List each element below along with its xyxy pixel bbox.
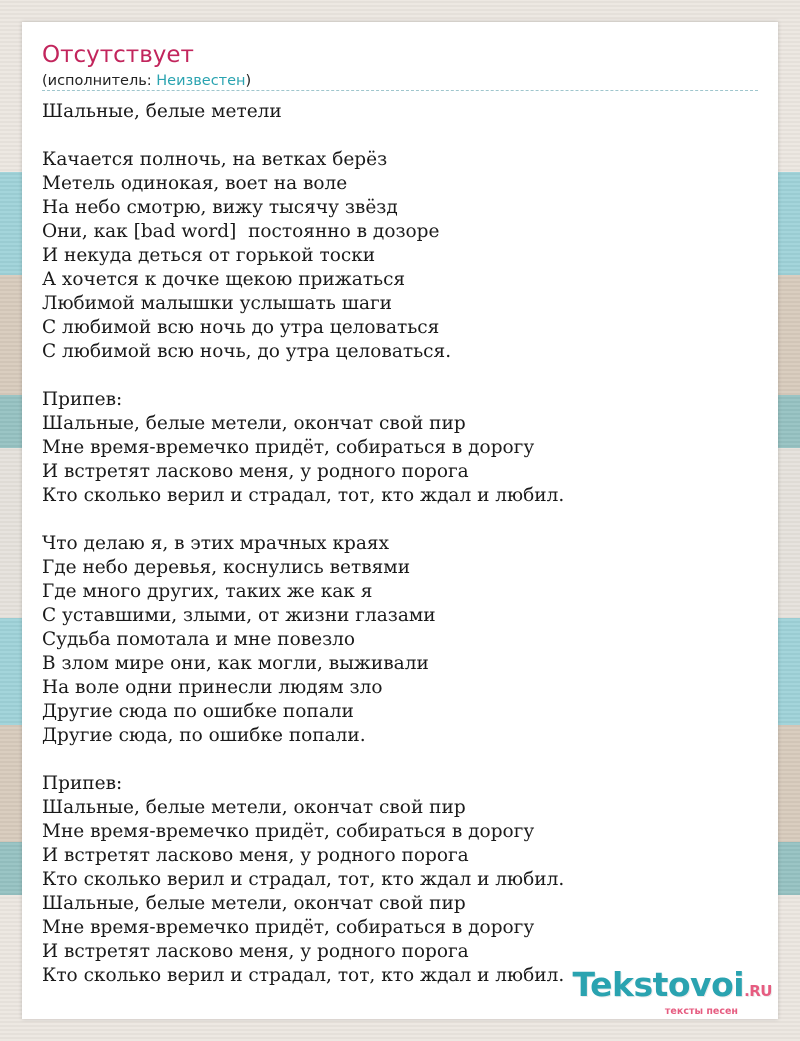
lyric-line: Любимой малышки услышать шаги xyxy=(42,293,393,314)
lyric-blank-line xyxy=(42,508,758,532)
lyric-line: Шальные, белые метели, окончат свой пир xyxy=(42,893,466,914)
logo-wordmark: Tekstovoi xyxy=(572,965,745,1004)
lyric-line: Мне время-времечко придёт, собираться в дорогу xyxy=(42,821,535,842)
lyric-line: Что делаю я, в этих мрачных краях xyxy=(42,533,390,554)
song-title: Отсутствует xyxy=(42,42,194,68)
header-divider xyxy=(42,90,758,91)
lyric-line: Где небо деревья, коснулись ветвями xyxy=(42,557,411,578)
artist-link[interactable]: Неизвестен xyxy=(156,73,246,89)
lyric-line: Шальные, белые метели xyxy=(42,101,282,122)
lyric-line: Припев: xyxy=(42,773,123,794)
lyric-line: Метель одинокая, воет на воле xyxy=(42,173,348,194)
lyric-line: Они, как [bad word] постоянно в дозоре xyxy=(42,221,440,242)
lyric-line: Другие сюда по ошибке попали xyxy=(42,701,354,722)
lyric-line: Кто сколько верил и страдал, тот, кто ждал и любил. xyxy=(42,965,565,986)
site-logo[interactable] xyxy=(572,965,772,1017)
lyric-blank-line xyxy=(42,748,758,772)
logo-subtitle: тексты песен xyxy=(664,1006,738,1017)
logo-domain: .RU xyxy=(744,982,772,1000)
lyric-line: И встретят ласково меня, у родного порога xyxy=(42,845,469,866)
lyric-line: С любимой всю ночь до утра целоваться xyxy=(42,317,440,338)
lyric-line: На воле одни принесли людям зло xyxy=(42,677,383,698)
lyric-line: Где много других, таких же как я xyxy=(42,581,373,602)
artist-line xyxy=(42,73,251,89)
artist-prefix: (исполнитель: xyxy=(42,73,157,89)
lyric-line: Мне время-времечко придёт, собираться в дорогу xyxy=(42,437,535,458)
lyric-line: С уставшими, злыми, от жизни глазами xyxy=(42,605,436,626)
lyric-line: Другие сюда, по ошибке попали. xyxy=(42,725,366,746)
lyric-line: И некуда деться от горькой тоски xyxy=(42,245,376,266)
lyric-line: Кто сколько верил и страдал, тот, кто ждал и любил. xyxy=(42,485,565,506)
lyrics-card xyxy=(22,22,778,1019)
lyric-line: Судьба помотала и мне повезло xyxy=(42,629,356,650)
lyric-blank-line xyxy=(42,364,758,388)
lyric-line: Мне время-времечко придёт, собираться в дорогу xyxy=(42,917,535,938)
lyric-line: С любимой всю ночь, до утра целоваться. xyxy=(42,341,452,362)
lyric-line: Качается полночь, на ветках берёз xyxy=(42,149,388,170)
artist-suffix: ) xyxy=(245,73,252,89)
lyric-line: Кто сколько верил и страдал, тот, кто ждал и любил. xyxy=(42,869,565,890)
lyric-line: Припев: xyxy=(42,389,123,410)
lyric-line: И встретят ласково меня, у родного порога xyxy=(42,941,469,962)
lyric-line: А хочется к дочке щекою прижаться xyxy=(42,269,406,290)
lyric-line: Шальные, белые метели, окончат свой пир xyxy=(42,797,466,818)
lyrics-text xyxy=(42,100,758,988)
lyric-blank-line xyxy=(42,124,758,148)
lyric-line: И встретят ласково меня, у родного порога xyxy=(42,461,469,482)
lyric-line: На небо смотрю, вижу тысячу звёзд xyxy=(42,197,398,218)
lyric-line: Шальные, белые метели, окончат свой пир xyxy=(42,413,466,434)
lyric-line: В злом мире они, как могли, выживали xyxy=(42,653,429,674)
